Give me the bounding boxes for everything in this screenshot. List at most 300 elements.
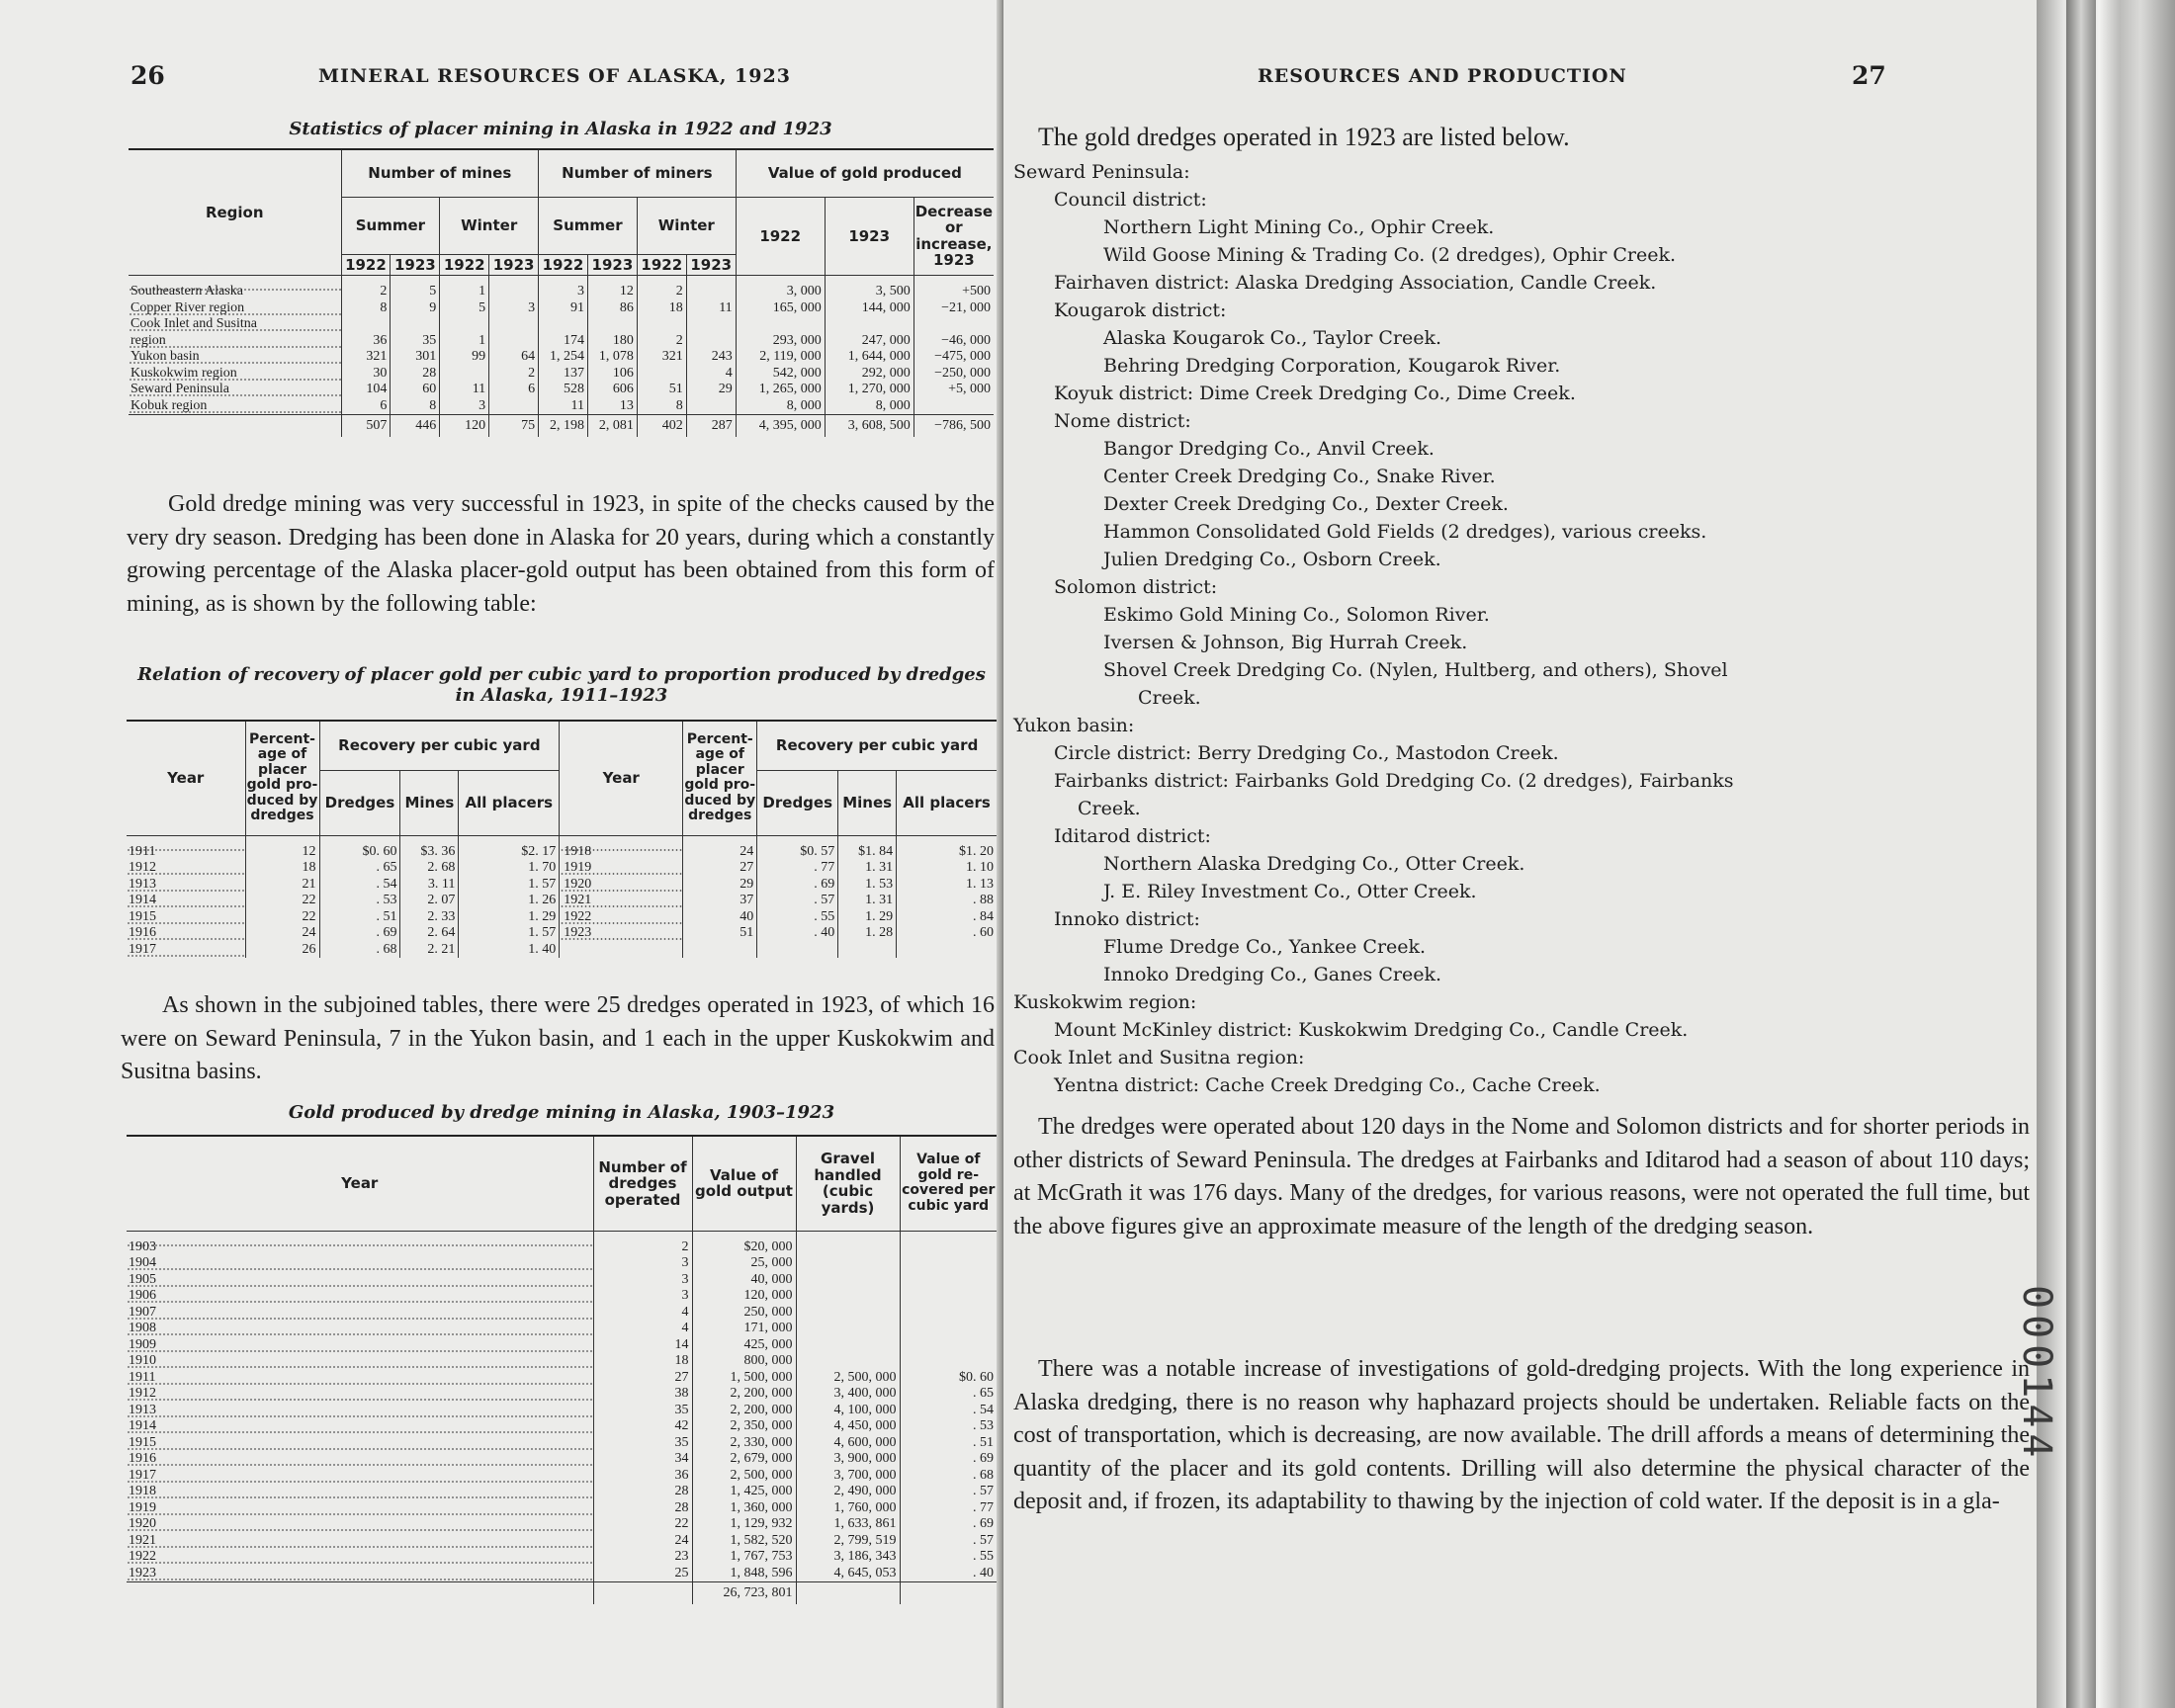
cell-per_yard	[900, 1272, 997, 1289]
cell-pct: 24	[683, 835, 757, 860]
cell-value: 1, 425, 000	[692, 1484, 796, 1500]
table-row	[127, 1484, 997, 1500]
list-item: Behring Dredging Corporation, Kougarok River.	[1103, 355, 1561, 377]
th-recovery: Recovery per cubic yard	[319, 721, 560, 770]
th-y: 1923	[489, 254, 539, 276]
table-cell	[489, 276, 539, 300]
th-year: Year	[127, 721, 245, 835]
table-cell: 180	[587, 333, 637, 350]
table-cell: 3, 000	[736, 276, 825, 300]
cell-mines: 1. 31	[838, 893, 897, 909]
table-cell: 35	[391, 333, 440, 350]
cell-per_yard: $0. 60	[900, 1370, 997, 1387]
cell-year: 1915	[127, 909, 245, 926]
table-row	[127, 1418, 997, 1435]
cell-year: 1915	[127, 1435, 593, 1452]
cell-year: 1922	[560, 909, 683, 926]
table-row	[127, 1516, 997, 1533]
list-item: Iversen & Johnson, Big Hurrah Creek.	[1103, 632, 1468, 653]
cell-year: 1903	[127, 1231, 593, 1255]
table-row	[127, 1403, 997, 1419]
list-item: Seward Peninsula:	[1013, 161, 1190, 183]
cell-year: 1916	[127, 925, 245, 942]
left-paragraph-1: Gold dredge mining was very successful in 1923, in spite of the checks caused by the very dry season. Dredging has been done in Alaska for 20 years, during which a constantly growing percentage of the Alaska placer-gold output has been obtained from this form of mining, as is shown by the following table:	[127, 491, 995, 617]
cell-gravel: 3, 186, 343	[796, 1549, 900, 1566]
list-item: Flume Dredge Co., Yankee Creek.	[1103, 936, 1427, 958]
recovery-table	[127, 720, 997, 958]
table-cell: −250, 000	[914, 366, 994, 383]
list-item: Northern Alaska Dredging Co., Otter Creek.	[1103, 853, 1525, 875]
total-cell: 3, 608, 500	[825, 415, 914, 437]
cell-dredges: . 40	[757, 925, 838, 942]
cell-per_yard: . 51	[900, 1435, 997, 1452]
cell-per_yard	[900, 1337, 997, 1354]
th-value-1923: 1923	[825, 197, 914, 276]
table-cell	[686, 316, 736, 333]
cell-year	[560, 942, 683, 959]
table-row	[127, 1353, 997, 1370]
cell-all: . 84	[897, 909, 997, 926]
table-row	[127, 1255, 997, 1272]
cell-mines	[838, 942, 897, 959]
cell-pct: 26	[245, 942, 319, 959]
table-cell: 321	[637, 349, 686, 366]
cell-mines: 2. 64	[400, 925, 459, 942]
th-y: 1923	[587, 254, 637, 276]
cell-value: 1, 582, 520	[692, 1533, 796, 1550]
right-paragraph-1: The dredges were operated about 120 days in the Nome and Solomon districts and for shorter periods in other districts of Seward Peninsula. The dredges at Fairbanks and Iditarod had a season of about 110 days; at McGrath it was 176 days. Many of the dredges, for various reasons, were not operated the full time, but the above figures give an approximate measure of the length of the dredging season.	[1013, 1114, 2030, 1239]
th-y: 1923	[686, 254, 736, 276]
list-item: Wild Goose Mining & Trading Co. (2 dredges), Ophir Creek.	[1103, 244, 1677, 266]
cell-value: 425, 000	[692, 1337, 796, 1354]
cell-all: 1. 13	[897, 877, 997, 894]
cell-pct: 22	[245, 909, 319, 926]
cell-pct: 29	[683, 877, 757, 894]
cell-per_yard: . 55	[900, 1549, 997, 1566]
cell-year: 1913	[127, 1403, 593, 1419]
th-recovery-right: Recovery per cubic yard	[757, 721, 997, 770]
region-name: Yukon basin	[129, 349, 341, 366]
cell-dredges: . 53	[319, 893, 400, 909]
list-item: Yukon basin:	[1013, 715, 1135, 736]
table-row	[129, 333, 994, 350]
table-cell: −46, 000	[914, 333, 994, 350]
table-cell: 174	[539, 333, 588, 350]
total-cell: 287	[686, 415, 736, 437]
cell-per_yard	[900, 1231, 997, 1255]
table-cell: 28	[391, 366, 440, 383]
cell-value: 800, 000	[692, 1353, 796, 1370]
total-cell: 4, 395, 000	[736, 415, 825, 437]
table-cell: 99	[440, 349, 489, 366]
cell-count: 42	[593, 1418, 692, 1435]
list-item: Yentna district: Cache Creek Dredging Co., Cache Creek.	[1054, 1074, 1601, 1096]
cell-all: 1. 40	[459, 942, 560, 959]
table-cell: 606	[587, 382, 637, 398]
cell-mines: 1. 29	[838, 909, 897, 926]
total-cell: −786, 500	[914, 415, 994, 437]
cell-year: 1923	[560, 925, 683, 942]
th-percent: Percent-age of placer gold pro-duced by dredges	[245, 721, 319, 835]
list-item: Center Creek Dredging Co., Snake River.	[1103, 466, 1496, 487]
left-page	[0, 0, 1003, 1708]
table3-caption: Gold produced by dredge mining in Alaska, 1903–1923	[288, 1102, 835, 1123]
table-row	[129, 316, 994, 333]
table-cell	[489, 316, 539, 333]
table-cell	[440, 366, 489, 383]
cell-count: 3	[593, 1255, 692, 1272]
cell-value: 250, 000	[692, 1305, 796, 1322]
cell-year: 1907	[127, 1305, 593, 1322]
cell-gravel	[796, 1255, 900, 1272]
th-y: 1922	[440, 254, 489, 276]
cell-count: 27	[593, 1370, 692, 1387]
cell-gravel: 1, 633, 861	[796, 1516, 900, 1533]
table-row	[127, 1305, 997, 1322]
cell-value: 120, 000	[692, 1288, 796, 1305]
cell-count: 3	[593, 1288, 692, 1305]
table-cell	[637, 366, 686, 383]
cell-value: 2, 330, 000	[692, 1435, 796, 1452]
cell-per_yard: . 68	[900, 1468, 997, 1485]
list-item: Dexter Creek Dredging Co., Dexter Creek.	[1103, 493, 1509, 515]
cell-all: $1. 20	[897, 835, 997, 860]
dredge-list-intro: The gold dredges operated in 1923 are listed below.	[1038, 123, 1570, 151]
cell-year: 1918	[127, 1484, 593, 1500]
cell-count: 34	[593, 1451, 692, 1468]
cell-gravel: 3, 900, 000	[796, 1451, 900, 1468]
list-item: Eskimo Gold Mining Co., Solomon River.	[1103, 604, 1490, 626]
cell-dredges: . 54	[319, 877, 400, 894]
list-item: Shovel Creek Dredging Co. (Nylen, Hultberg, and others), Shovel	[1103, 659, 1728, 681]
table-cell: 1	[440, 333, 489, 350]
cell-dredges: . 65	[319, 860, 400, 877]
cell-count: 24	[593, 1533, 692, 1550]
table-cell: 29	[686, 382, 736, 398]
cell-mines: 1. 53	[838, 877, 897, 894]
th-mines: Mines	[400, 770, 459, 835]
table-cell: 104	[341, 382, 391, 398]
table-cell: 1, 078	[587, 349, 637, 366]
table-cell: 60	[391, 382, 440, 398]
table-cell: 86	[587, 300, 637, 317]
th-mines-right: Mines	[838, 770, 897, 835]
table-row	[127, 1386, 997, 1403]
dredge-production-table	[127, 1135, 997, 1604]
cell-year: 1913	[127, 877, 245, 894]
cell-mines: 2. 07	[400, 893, 459, 909]
cell-value: 2, 350, 000	[692, 1418, 796, 1435]
cell-count: 14	[593, 1337, 692, 1354]
table-cell	[539, 316, 588, 333]
table-cell	[736, 316, 825, 333]
table-cell: 8, 000	[736, 398, 825, 415]
cell-count: 36	[593, 1468, 692, 1485]
th-miners: Number of miners	[539, 149, 737, 197]
cell-value: 2, 679, 000	[692, 1451, 796, 1468]
table2-caption-line1: Relation of recovery of placer gold per cubic yard to proportion produced by dredges	[137, 664, 986, 685]
table-cell: 13	[587, 398, 637, 415]
table-cell	[391, 316, 440, 333]
region-name: Copper River region	[129, 300, 341, 317]
table-cell: 542, 000	[736, 366, 825, 383]
cell-pct: 24	[245, 925, 319, 942]
th-miners-summer: Summer	[539, 197, 638, 254]
table-cell: −21, 000	[914, 300, 994, 317]
table-cell: 18	[637, 300, 686, 317]
cell-count: 22	[593, 1516, 692, 1533]
table-cell: 247, 000	[825, 333, 914, 350]
table-cell: 5	[391, 276, 440, 300]
region-name: Seward Peninsula	[129, 382, 341, 398]
cell-per_yard	[900, 1288, 997, 1305]
list-item: Council district:	[1054, 189, 1207, 211]
table-cell: 321	[341, 349, 391, 366]
cell-value: 171, 000	[692, 1321, 796, 1337]
table-row	[129, 382, 994, 398]
cell-gravel: 1, 760, 000	[796, 1500, 900, 1517]
th-change: Decrease or increase, 1923	[914, 197, 994, 276]
cell-value: 1, 360, 000	[692, 1500, 796, 1517]
table-cell: 8	[391, 398, 440, 415]
cell-dredges: . 77	[757, 860, 838, 877]
table-cell: 5	[440, 300, 489, 317]
cell-gravel: 3, 400, 000	[796, 1386, 900, 1403]
total-cell: 2, 198	[539, 415, 588, 437]
cell-value: $20, 000	[692, 1231, 796, 1255]
table-row	[127, 1321, 997, 1337]
table-cell	[489, 398, 539, 415]
total-value: 26, 723, 801	[692, 1582, 796, 1604]
th-y: 1922	[637, 254, 686, 276]
th-region: Region	[129, 149, 341, 276]
list-item: Circle district: Berry Dredging Co., Mastodon Creek.	[1054, 742, 1559, 764]
cell-pct: 12	[245, 835, 319, 860]
table-row	[127, 1566, 997, 1582]
table-cell: 1	[440, 276, 489, 300]
cell-year: 1919	[127, 1500, 593, 1517]
cell-year: 1923	[127, 1566, 593, 1582]
placer-statistics-table	[129, 148, 994, 437]
cell-year: 1919	[560, 860, 683, 877]
table-total-row	[129, 415, 994, 437]
cell-mines: 1. 28	[838, 925, 897, 942]
cell-dredges: . 57	[757, 893, 838, 909]
table-cell	[686, 333, 736, 350]
cell-all	[897, 942, 997, 959]
cell-dredges: . 68	[319, 942, 400, 959]
cell-all: 1. 26	[459, 893, 560, 909]
table-cell	[686, 398, 736, 415]
table-cell: −475, 000	[914, 349, 994, 366]
th-per-yard: Value of gold re-covered per cubic yard	[900, 1136, 997, 1231]
table-row	[129, 276, 994, 300]
cell-dredges: . 69	[757, 877, 838, 894]
table-cell: 64	[489, 349, 539, 366]
cell-all: 1. 57	[459, 925, 560, 942]
table-cell: 11	[686, 300, 736, 317]
cell-count: 35	[593, 1403, 692, 1419]
cell-all: 1. 70	[459, 860, 560, 877]
cell-value: 2, 200, 000	[692, 1386, 796, 1403]
cell-mines: 1. 31	[838, 860, 897, 877]
cell-dredges: . 69	[319, 925, 400, 942]
cell-gravel: 4, 600, 000	[796, 1435, 900, 1452]
cell-year: 1921	[560, 893, 683, 909]
cell-value: 1, 500, 000	[692, 1370, 796, 1387]
cell-mines: $3. 36	[400, 835, 459, 860]
left-running-head: MINERAL RESOURCES OF ALASKA, 1923	[318, 65, 791, 87]
list-item: Cook Inlet and Susitna region:	[1013, 1047, 1305, 1068]
th-dredges: Dredges	[319, 770, 400, 835]
table-row	[127, 1533, 997, 1550]
cell-gravel: 4, 100, 000	[796, 1403, 900, 1419]
cell-gravel	[796, 1353, 900, 1370]
table-cell: 137	[539, 366, 588, 383]
cell-gravel	[796, 1337, 900, 1354]
cell-pct: 21	[245, 877, 319, 894]
cell-per_yard	[900, 1321, 997, 1337]
right-paragraph-2: There was a notable increase of investigations of gold-dredging projects. With the long experience in Alaska dredging, there is no reason why haphazard projects should be undertaken. Reliable facts on the cost of transportation, which is decreasing, are now available. The drill affords a means of determining the quantity of the placer and its gold contents. Drilling will also determine the physical character of the deposit and, if frozen, its adaptability to thawing by the injection of cold water. If the deposit is in a gla-	[1013, 1356, 2030, 1514]
cell-gravel: 3, 700, 000	[796, 1468, 900, 1485]
cell-year: 1921	[127, 1533, 593, 1550]
left-page-number: 26	[130, 61, 165, 90]
cell-mines: $1. 84	[838, 835, 897, 860]
th-percent-right: Percent-age of placer gold pro-duced by dredges	[683, 721, 757, 835]
cell-pct: 22	[245, 893, 319, 909]
cell-count: 38	[593, 1386, 692, 1403]
cell-per_yard: . 54	[900, 1403, 997, 1419]
cell-per_yard: . 53	[900, 1418, 997, 1435]
table-cell	[587, 316, 637, 333]
list-item: Innoko Dredging Co., Ganes Creek.	[1103, 964, 1442, 985]
table-row	[129, 349, 994, 366]
cell-all: . 88	[897, 893, 997, 909]
total-cell: 507	[341, 415, 391, 437]
region-name: Kobuk region	[129, 398, 341, 415]
table-cell: +5, 000	[914, 382, 994, 398]
table-cell	[914, 398, 994, 415]
cell-mines: 2. 33	[400, 909, 459, 926]
table-cell: 30	[341, 366, 391, 383]
table-cell	[440, 316, 489, 333]
table2-caption-line2: in Alaska, 1911–1923	[455, 685, 668, 706]
cell-gravel: 2, 490, 000	[796, 1484, 900, 1500]
cell-year: 1910	[127, 1353, 593, 1370]
th-all: All placers	[459, 770, 560, 835]
list-item: Hammon Consolidated Gold Fields (2 dredges), various creeks.	[1103, 521, 1707, 543]
cell-per_yard	[900, 1353, 997, 1370]
th-y: 1922	[539, 254, 588, 276]
cell-value: 2, 200, 000	[692, 1403, 796, 1419]
cell-year: 1916	[127, 1451, 593, 1468]
cell-count: 23	[593, 1549, 692, 1566]
table-cell: 8	[341, 300, 391, 317]
table-cell: 11	[539, 398, 588, 415]
cell-count: 4	[593, 1305, 692, 1322]
list-item: Fairhaven district: Alaska Dredging Association, Candle Creek.	[1054, 272, 1657, 294]
cell-all: 1. 29	[459, 909, 560, 926]
list-item: Creek.	[1078, 798, 1141, 819]
list-item: Julien Dredging Co., Osborn Creek.	[1103, 549, 1441, 570]
cell-value: 2, 500, 000	[692, 1468, 796, 1485]
cell-per_yard: . 65	[900, 1386, 997, 1403]
dredge-list	[1013, 158, 2032, 1099]
table-cell: 165, 000	[736, 300, 825, 317]
cell-count: 28	[593, 1484, 692, 1500]
table-row	[127, 942, 997, 959]
list-item: Mount McKinley district: Kuskokwim Dredging Co., Candle Creek.	[1054, 1019, 1689, 1041]
cell-year: 1904	[127, 1255, 593, 1272]
cell-year: 1905	[127, 1272, 593, 1289]
cell-year: 1911	[127, 1370, 593, 1387]
region-name: Southeastern Alaska	[129, 276, 341, 300]
table-row	[127, 1549, 997, 1566]
table-cell: 301	[391, 349, 440, 366]
table-cell	[341, 316, 391, 333]
list-item: Fairbanks district: Fairbanks Gold Dredging Co. (2 dredges), Fairbanks	[1054, 770, 1734, 792]
table-cell: 3	[539, 276, 588, 300]
table-row	[127, 925, 997, 942]
cell-per_yard: . 69	[900, 1451, 997, 1468]
list-item: Northern Light Mining Co., Ophir Creek.	[1103, 216, 1495, 238]
table-cell: 91	[539, 300, 588, 317]
th-year: Year	[127, 1136, 593, 1231]
cell-value: 1, 129, 932	[692, 1516, 796, 1533]
cell-count: 28	[593, 1500, 692, 1517]
cell-per_yard: . 57	[900, 1533, 997, 1550]
cell-year: 1914	[127, 893, 245, 909]
cell-year: 1911	[127, 835, 245, 860]
table-row	[127, 1370, 997, 1387]
cell-year: 1920	[560, 877, 683, 894]
table-cell: 2	[341, 276, 391, 300]
cell-count: 2	[593, 1231, 692, 1255]
th-year-right: Year	[560, 721, 683, 835]
table-row	[129, 398, 994, 415]
total-cell: 2, 081	[587, 415, 637, 437]
cell-year: 1912	[127, 1386, 593, 1403]
th-miners-winter: Winter	[637, 197, 736, 254]
table-cell: 8	[637, 398, 686, 415]
table-cell	[686, 276, 736, 300]
table-row	[127, 893, 997, 909]
table-cell: 1, 254	[539, 349, 588, 366]
table-total-row	[127, 1582, 997, 1604]
cell-pct	[683, 942, 757, 959]
cell-pct: 27	[683, 860, 757, 877]
cell-value: 1, 848, 596	[692, 1566, 796, 1582]
table-cell: 4	[686, 366, 736, 383]
cell-pct: 18	[245, 860, 319, 877]
table-row	[127, 1272, 997, 1289]
list-item: Alaska Kougarok Co., Taylor Creek.	[1103, 327, 1441, 349]
table-cell: 9	[391, 300, 440, 317]
table-row	[129, 366, 994, 383]
cell-gravel	[796, 1288, 900, 1305]
th-count: Number of dredges operated	[593, 1136, 692, 1231]
cell-year: 1906	[127, 1288, 593, 1305]
cell-count: 35	[593, 1435, 692, 1452]
th-mines-summer: Summer	[341, 197, 440, 254]
cell-mines: 2. 21	[400, 942, 459, 959]
cell-per_yard: . 57	[900, 1484, 997, 1500]
table-cell: 11	[440, 382, 489, 398]
table-cell: 2	[637, 276, 686, 300]
table-row	[127, 1500, 997, 1517]
table-cell: 3	[489, 300, 539, 317]
table-cell: +500	[914, 276, 994, 300]
